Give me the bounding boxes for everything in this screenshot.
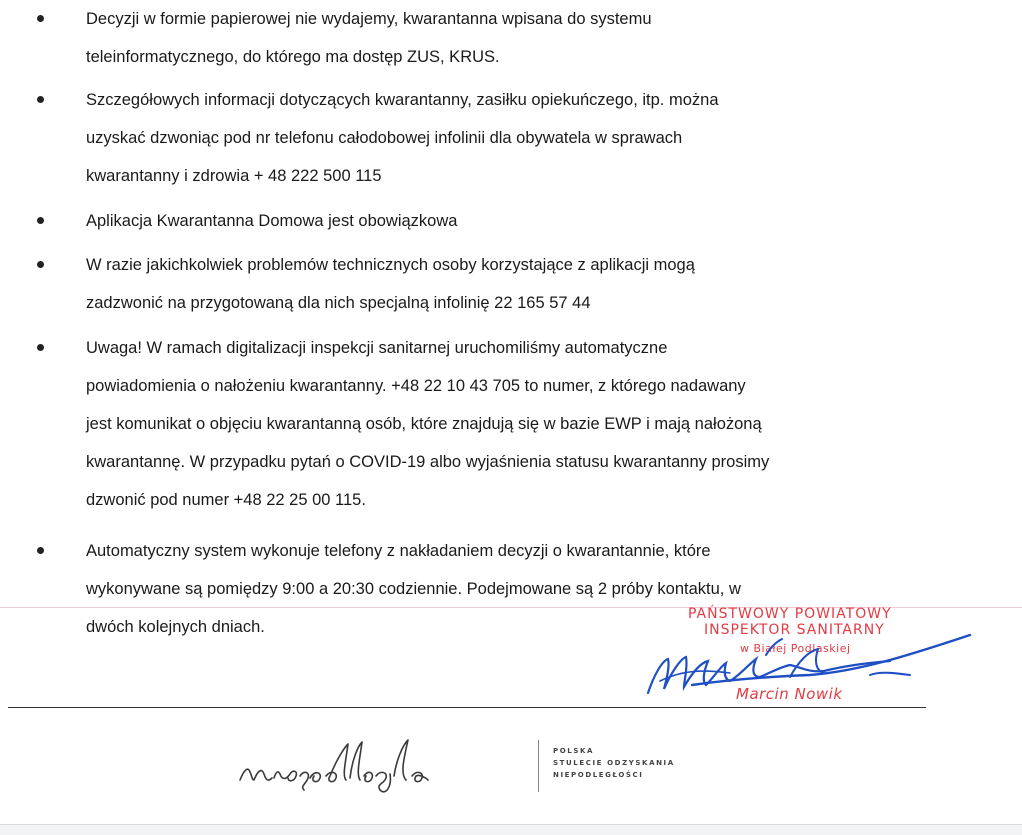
- list-item: [0, 329, 926, 519]
- text-line: dzwonić pod numer +48 22 25 00 115.: [86, 491, 366, 509]
- handwritten-signature: [640, 615, 980, 705]
- footer-tagline-line: NIEPODLEGŁOŚCI: [553, 771, 644, 779]
- text-line: Uwaga! W ramach digitalizacji inspekcji sanitarnej uruchomiliśmy automatyczne: [86, 339, 668, 357]
- text-line: kwarantanny i zdrowia + 48 222 500 115: [86, 167, 382, 185]
- bullet-dot-icon: [37, 15, 44, 22]
- text-line: jest komunikat o objęciu kwarantanną osób, które znajdują się w bazie EWP i mają nałożoną: [86, 415, 762, 433]
- list-item: [0, 202, 926, 240]
- stamp-title-line: INSPEKTOR SANITARNY: [704, 622, 885, 638]
- list-item: [0, 81, 926, 195]
- text-line: powiadomienia o nałożeniu kwarantanny. +48 22 10 43 705 to numer, z którego nadawany: [86, 377, 746, 395]
- text-line: teleinformatycznego, do którego ma dostęp ZUS, KRUS.: [86, 48, 500, 66]
- text-line: kwarantannę. W przypadku pytań o COVID-19 albo wyjaśnienia statusu kwarantanny prosimy: [86, 453, 770, 471]
- bullet-dot-icon: [37, 96, 44, 103]
- bullet-dot-icon: [37, 217, 44, 224]
- page-edge-band: [0, 824, 1022, 835]
- stamp-location: w Białej Podlaskiej: [740, 642, 851, 655]
- stamp-name: Marcin Nowik: [736, 685, 843, 703]
- text-line: zadzwonić na przygotowaną dla nich specjalną infolinię 22 165 57 44: [86, 294, 591, 312]
- text-line: Automatyczny system wykonuje telefony z nakładaniem decyzji o kwarantannie, które: [86, 542, 711, 560]
- text-line: dwóch kolejnych dniach.: [86, 618, 265, 636]
- text-line: Szczegółowych informacji dotyczących kwarantanny, zasiłku opiekuńczego, itp. można: [86, 91, 719, 109]
- bullet-dot-icon: [37, 344, 44, 351]
- text-line: Aplikacja Kwarantanna Domowa jest obowiązkowa: [86, 212, 458, 230]
- bullet-dot-icon: [37, 547, 44, 554]
- text-line: Decyzji w formie papierowej nie wydajemy, kwarantanna wpisana do systemu: [86, 10, 652, 28]
- niepodlegla-script-logo: [230, 726, 530, 796]
- logo-separator: [538, 740, 539, 792]
- list-item: [0, 246, 926, 322]
- footer-tagline-line: POLSKA: [553, 747, 595, 755]
- footer-divider-rule: [8, 707, 926, 708]
- text-line: wykonywane są pomiędzy 9:00 a 20:30 codziennie. Podejmowane są 2 próby kontaktu, w: [86, 580, 741, 598]
- text-line: uzyskać dzwoniąc pod nr telefonu całodobowej infolinii dla obywatela w sprawach: [86, 129, 683, 147]
- stamp-title-line: PAŃSTWOWY POWIATOWY: [688, 606, 892, 622]
- text-line: W razie jakichkolwiek problemów technicznych osoby korzystające z aplikacji mogą: [86, 256, 695, 274]
- footer-tagline-line: STULECIE ODZYSKANIA: [553, 759, 675, 767]
- footer-tagline: [553, 745, 675, 781]
- list-item: [0, 0, 926, 76]
- bullet-dot-icon: [37, 261, 44, 268]
